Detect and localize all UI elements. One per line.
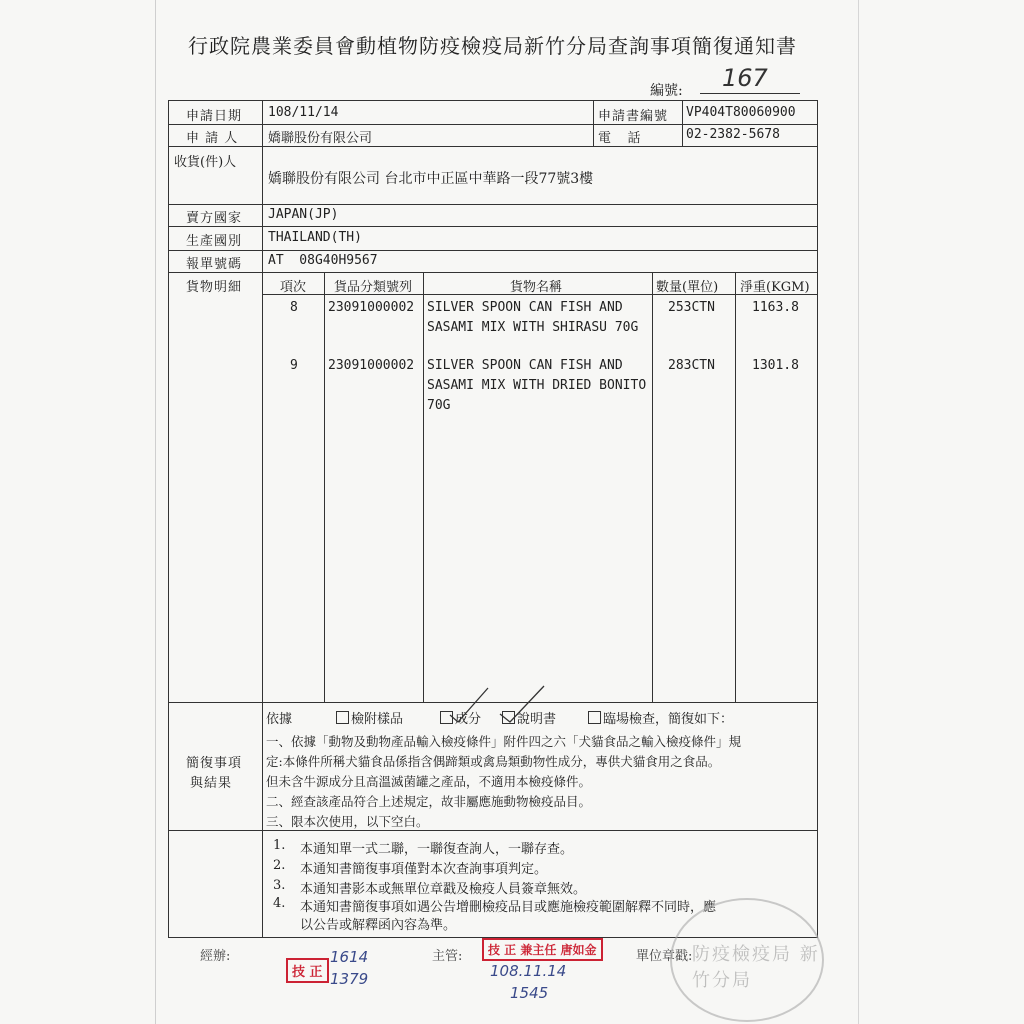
- unit-round-stamp: [670, 898, 824, 1022]
- serial-label: 編號:: [650, 83, 683, 99]
- phone: 02-2382-5678: [686, 127, 780, 142]
- col-weight: 淨重(KGM): [740, 280, 810, 295]
- apply-date-label: 申請日期: [186, 109, 243, 124]
- app-no-label: 申請書編號: [598, 109, 669, 124]
- checkbox-sample: [336, 711, 349, 724]
- serial-number: 167: [722, 64, 768, 92]
- row1-name-l1: SILVER SPOON CAN FISH AND: [427, 300, 623, 315]
- row1-qty: 253CTN: [668, 300, 715, 315]
- col-qty: 數量(單位): [656, 280, 719, 295]
- note-num-1: 1.: [273, 838, 286, 853]
- row-divider: [168, 146, 818, 147]
- option-manual-label: 說明書: [517, 712, 557, 727]
- handler-stamp: 技 正: [286, 958, 329, 983]
- col-item: 項次: [280, 280, 307, 295]
- header-divider: [593, 100, 594, 146]
- label-column-divider: [262, 100, 263, 938]
- result-line-3: 但未含牛源成分且高溫滅菌罐之產品，不適用本檢疫條件。: [266, 774, 592, 789]
- check-marks: [440, 680, 550, 725]
- handler-signature-2: 1379: [330, 970, 369, 988]
- row-divider: [168, 226, 818, 227]
- supervisor-signature-1: 108.11.14: [490, 962, 567, 980]
- row-divider: [168, 124, 818, 125]
- handler-signature-1: 1614: [330, 948, 369, 966]
- note-text-2: 本通知書簡復事項僅對本次查詢事項判定。: [300, 862, 548, 877]
- declaration-no: AT 08G40H9567: [268, 253, 378, 268]
- goods-col-divider: [735, 272, 736, 702]
- option-sample: [336, 708, 403, 727]
- row-divider: [168, 250, 818, 251]
- applicant-label: 申 請 人: [186, 131, 239, 146]
- consignee-label: 收貨(件)人: [174, 155, 237, 170]
- note-num-3: 3.: [273, 878, 286, 893]
- note-text-3: 本通知書影本或無單位章戳及檢疫人員簽章無效。: [300, 882, 587, 897]
- declaration-label: 報單號碼: [186, 257, 243, 272]
- col-name: 貨物名稱: [510, 280, 563, 295]
- option-onsite: [588, 708, 733, 727]
- result-line-2: 定:本條件所稱犬貓食品係指含偶蹄類或禽鳥類動物性成分，專供犬貓食用之食品。: [266, 754, 721, 769]
- supervisor-stamp: 技 正 兼主任 唐如金: [482, 938, 603, 961]
- option-onsite-label: 臨場檢查，簡復如下：: [603, 712, 734, 727]
- result-line-1: 一、依據「動物及動物產品輸入檢疫條件」附件四之六「犬貓食品之輸入檢疫條件」規: [266, 734, 742, 749]
- supervisor-signature-2: 1545: [510, 984, 549, 1002]
- row-divider: [168, 830, 818, 831]
- goods-col-divider: [423, 272, 424, 702]
- result-label-1: 簡復事項: [186, 756, 243, 771]
- row2-qty: 283CTN: [668, 358, 715, 373]
- row1-name-l2: SASAMI MIX WITH SHIRASU 70G: [427, 320, 639, 335]
- option-ingredients-label: 成分: [455, 712, 482, 727]
- app-no: VP404T80060900: [686, 105, 796, 120]
- goods-col-divider: [652, 272, 653, 702]
- note-text-5: 以公告或解釋函內容為準。: [300, 918, 457, 933]
- row1-item: 8: [290, 300, 298, 315]
- row-divider: [168, 272, 818, 273]
- col-code: 貨品分類號列: [334, 280, 413, 295]
- row1-code: 23091000002: [328, 300, 415, 315]
- row2-name-l1: SILVER SPOON CAN FISH AND: [427, 358, 623, 373]
- note-text-4: 本通知書簡復事項如遇公告增刪檢疫品目或應施檢疫範圍解釋不同時，應: [300, 900, 717, 915]
- supervisor-label: 主管:: [432, 949, 463, 964]
- row1-weight: 1163.8: [752, 300, 799, 315]
- seller-country-label: 賣方國家: [186, 211, 243, 226]
- page-edge-left: [155, 0, 156, 1024]
- row2-weight: 1301.8: [752, 358, 799, 373]
- result-label-2: 與結果: [190, 776, 233, 791]
- result-line-5: 三、限本次使用，以下空白。: [266, 814, 429, 829]
- note-num-2: 2.: [273, 858, 286, 873]
- checkbox-onsite: [588, 711, 601, 724]
- origin-label: 生產國別: [186, 234, 243, 249]
- row-divider: [168, 204, 818, 205]
- handler-label: 經辦:: [200, 949, 231, 964]
- note-num-4: 4.: [273, 896, 286, 911]
- document-title: 行政院農業委員會動植物防疫檢疫局新竹分局查詢事項簡復通知書: [188, 34, 797, 58]
- header-divider: [682, 100, 683, 146]
- row2-name-l3: 70G: [427, 398, 451, 413]
- phone-label: 電 話: [598, 131, 641, 146]
- round-stamp-text: 防疫檢疫局 新竹分局: [692, 944, 820, 991]
- page-edge-right: [858, 0, 859, 1024]
- seller-country: JAPAN(JP): [268, 207, 339, 222]
- goods-label: 貨物明細: [186, 280, 243, 295]
- serial-underline: [700, 93, 800, 94]
- applicant: 嬌聯股份有限公司: [268, 131, 373, 146]
- row2-item: 9: [290, 358, 298, 373]
- consignee: 嬌聯股份有限公司 台北市中正區中華路一段77號3樓: [268, 171, 594, 187]
- row2-code: 23091000002: [328, 358, 415, 373]
- unit-stamp-label: 單位章戳:: [636, 949, 693, 964]
- basis-label: 依據: [266, 712, 293, 727]
- origin: THAILAND(TH): [268, 230, 362, 245]
- apply-date: 108/11/14: [268, 105, 339, 120]
- option-sample-label: 檢附樣品: [351, 712, 404, 727]
- goods-col-divider: [324, 272, 325, 702]
- note-text-1: 本通知單一式二聯，一聯復查詢人，一聯存查。: [300, 842, 574, 857]
- row2-name-l2: SASAMI MIX WITH DRIED BONITO: [427, 378, 647, 393]
- result-line-4: 二、經查該產品符合上述規定，故非屬應施動物檢疫品目。: [266, 794, 592, 809]
